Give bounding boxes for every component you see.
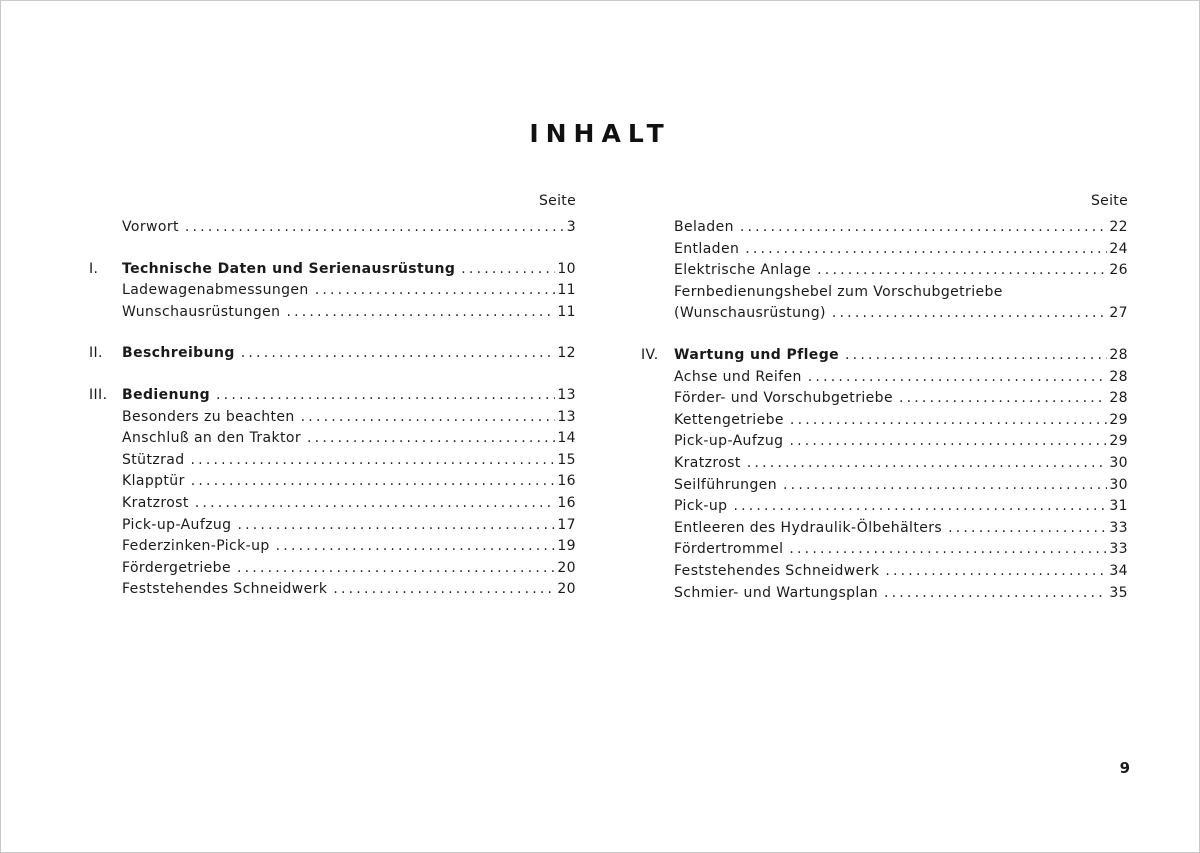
toc-leader-dots: [237, 515, 555, 537]
toc-entry-page: 28: [1109, 346, 1128, 363]
toc-entry-page: 33: [1109, 541, 1128, 558]
toc-entry[interactable]: [641, 496, 1128, 518]
toc-entry-label: Pick-up-Aufzug: [122, 516, 232, 533]
toc-entry-label: Vorwort: [122, 219, 179, 235]
toc-entry[interactable]: [89, 302, 576, 324]
toc-entry-label: Wartung und Pflege: [674, 346, 840, 363]
toc-entry[interactable]: [641, 518, 1128, 540]
toc-leader-dots: [733, 496, 1107, 518]
toc-entry-page: 20: [557, 581, 576, 598]
toc-entry-label: Förder- und Vorschubgetriebe: [674, 390, 893, 407]
toc-entry-page: 31: [1109, 498, 1128, 515]
toc-right-list: [641, 217, 1128, 604]
seite-header-right: Seite: [1091, 193, 1128, 209]
toc-entry[interactable]: [89, 428, 576, 450]
toc-entry[interactable]: [89, 471, 576, 493]
toc-entry-label: Pick-up: [674, 498, 728, 515]
toc-leader-dots: [216, 385, 555, 407]
toc-entry-page: 20: [557, 559, 576, 576]
toc-entry-page: 26: [1109, 262, 1128, 279]
toc-entry[interactable]: [89, 450, 576, 472]
toc-entry[interactable]: [89, 515, 576, 537]
toc-entry-number: II.: [89, 345, 103, 362]
section-gap: [89, 239, 576, 259]
toc-entry-label: Entleeren des Hydraulik-Ölbehälters: [674, 519, 943, 536]
toc-entry-page: 11: [557, 282, 576, 299]
toc-right-column: [641, 191, 1128, 604]
toc-entry-page: 13: [557, 386, 576, 403]
toc-entry-page: 14: [557, 430, 576, 447]
toc-leader-dots: [808, 367, 1108, 389]
toc-leader-dots: [845, 345, 1107, 367]
toc-leader-dots: [461, 259, 555, 281]
section-gap: [89, 323, 576, 343]
toc-entry-number: IV.: [641, 346, 659, 363]
toc-entry-page: 15: [557, 451, 576, 468]
page-title: INHALT: [529, 119, 671, 148]
toc-leader-dots: [286, 302, 555, 324]
toc-leader-dots: [241, 343, 556, 365]
toc-entry-number: I.: [89, 260, 99, 277]
toc-entry-page: 22: [1109, 219, 1128, 235]
toc-leader-dots: [237, 558, 555, 580]
toc-entry-page: 11: [557, 303, 576, 320]
toc-entry[interactable]: [641, 561, 1128, 583]
toc-leader-dots: [191, 450, 556, 472]
toc-leader-dots: [195, 493, 556, 515]
toc-entry-page: 12: [557, 345, 576, 362]
toc-entry-page: 16: [557, 494, 576, 511]
section-gap: [641, 325, 1128, 345]
toc-entry-label: Klapptür: [122, 473, 185, 490]
toc-leader-dots: [789, 431, 1107, 453]
toc-entry[interactable]: [641, 431, 1128, 453]
toc-leader-dots: [884, 583, 1107, 605]
toc-leader-dots: [745, 239, 1107, 261]
toc-entry-label: Schmier- und Wartungsplan: [674, 584, 878, 601]
toc-entry-page: 30: [1109, 454, 1128, 471]
toc-leader-dots: [307, 428, 555, 450]
toc-entry-page: 17: [557, 516, 576, 533]
toc-entry-page: 29: [1109, 411, 1128, 428]
toc-entry[interactable]: [89, 280, 576, 302]
toc-entry[interactable]: [89, 579, 576, 601]
toc-entry[interactable]: [641, 453, 1128, 475]
toc-entry-label: Fördergetriebe: [122, 559, 231, 576]
toc-entry[interactable]: [89, 259, 576, 281]
toc-leader-dots: [315, 280, 556, 302]
toc-entry-label: Stützrad: [122, 451, 185, 468]
toc-entry[interactable]: [89, 536, 576, 558]
toc-entry[interactable]: [641, 388, 1128, 410]
toc-leader-dots: [783, 475, 1107, 497]
toc-entry-label: Kettengetriebe: [674, 411, 784, 428]
toc-entry-page: 28: [1109, 368, 1128, 385]
toc-entry-label-line: Fernbedienungshebel zum Vorschubgetriebe: [674, 283, 1003, 300]
toc-entry-page: 10: [557, 260, 576, 277]
toc-entry[interactable]: [641, 217, 1128, 239]
toc-entry-number: III.: [89, 386, 108, 403]
section-gap: [89, 365, 576, 385]
toc-leader-dots: [948, 518, 1107, 540]
toc-entry-label: Kratzrost: [674, 454, 741, 471]
toc-entry[interactable]: [641, 303, 1128, 325]
toc-entry-label: Beschreibung: [122, 345, 235, 362]
toc-leader-dots: [832, 303, 1108, 325]
toc-entry[interactable]: [89, 407, 576, 429]
toc-entry-page: 33: [1109, 519, 1128, 536]
toc-leader-dots: [301, 407, 556, 429]
toc-entry-page: 19: [557, 538, 576, 555]
toc-entry-page: 30: [1109, 476, 1128, 493]
toc-entry-label: Kratzrost: [122, 494, 189, 511]
toc-entry-label: Seilführungen: [674, 476, 778, 493]
toc-entry-label: Ladewagenabmessungen: [122, 282, 309, 299]
toc-entry[interactable]: [641, 410, 1128, 432]
toc-entry[interactable]: [641, 539, 1128, 561]
toc-entry[interactable]: [89, 343, 576, 365]
page-number: 9: [1119, 759, 1130, 777]
toc-entry-label: Elektrische Anlage: [674, 262, 812, 279]
toc-entry-page: 34: [1109, 562, 1128, 579]
toc-leader-dots: [185, 217, 565, 239]
toc-entry[interactable]: [641, 583, 1128, 605]
toc-entry[interactable]: [89, 385, 576, 407]
toc-entry[interactable]: [89, 217, 576, 239]
toc-entry-label: Beladen: [674, 219, 734, 235]
toc-entry-page: 35: [1109, 584, 1128, 601]
toc-entry-label: Bedienung: [122, 386, 211, 403]
toc-leader-dots: [276, 536, 556, 558]
toc-left-column: [89, 191, 576, 601]
toc-entry[interactable]: [641, 260, 1128, 282]
toc-entry-label: Pick-up-Aufzug: [674, 433, 784, 450]
toc-entry-page: 27: [1109, 305, 1128, 322]
toc-leader-dots: [885, 561, 1107, 583]
toc-entry-page: 16: [557, 473, 576, 490]
toc-entry-label: Feststehendes Schneidwerk: [122, 581, 328, 598]
toc-entry-page: 28: [1109, 390, 1128, 407]
toc-entry-label: Entladen: [674, 240, 740, 257]
toc-leader-dots: [789, 539, 1107, 561]
toc-leader-dots: [747, 453, 1108, 475]
toc-entry-label: (Wunschausrüstung): [674, 305, 826, 322]
toc-leader-dots: [740, 217, 1108, 239]
toc-entry-label: Besonders zu beachten: [122, 408, 295, 425]
toc-leader-dots: [899, 388, 1107, 410]
toc-entry[interactable]: [641, 367, 1128, 389]
toc-entry-label: Achse und Reifen: [674, 368, 802, 385]
toc-entry-label: Feststehendes Schneidwerk: [674, 562, 880, 579]
toc-entry-page: 3: [566, 219, 576, 235]
toc-entry[interactable]: [641, 475, 1128, 497]
seite-header-left: Seite: [539, 193, 576, 209]
toc-leader-dots: [790, 410, 1107, 432]
toc-entry-label: Wunschausrüstungen: [122, 303, 281, 320]
toc-entry[interactable]: [89, 558, 576, 580]
toc-leader-dots: [817, 260, 1107, 282]
toc-leader-dots: [191, 471, 556, 493]
toc-entry-label: Fördertrommel: [674, 541, 784, 558]
toc-entry-label: Anschluß an den Traktor: [122, 430, 302, 447]
toc-entry[interactable]: [641, 239, 1128, 261]
toc-entry-label: Technische Daten und Serienausrüstung: [122, 260, 456, 277]
toc-entry-page: 29: [1109, 433, 1128, 450]
toc-entry[interactable]: [89, 493, 576, 515]
toc-entry-page: 24: [1109, 240, 1128, 257]
toc-left-list: [89, 217, 576, 601]
toc-entry-label: Federzinken-Pick-up: [122, 538, 270, 555]
toc-leader-dots: [333, 579, 555, 601]
toc-entry[interactable]: [641, 345, 1128, 367]
toc-entry-page: 13: [557, 408, 576, 425]
